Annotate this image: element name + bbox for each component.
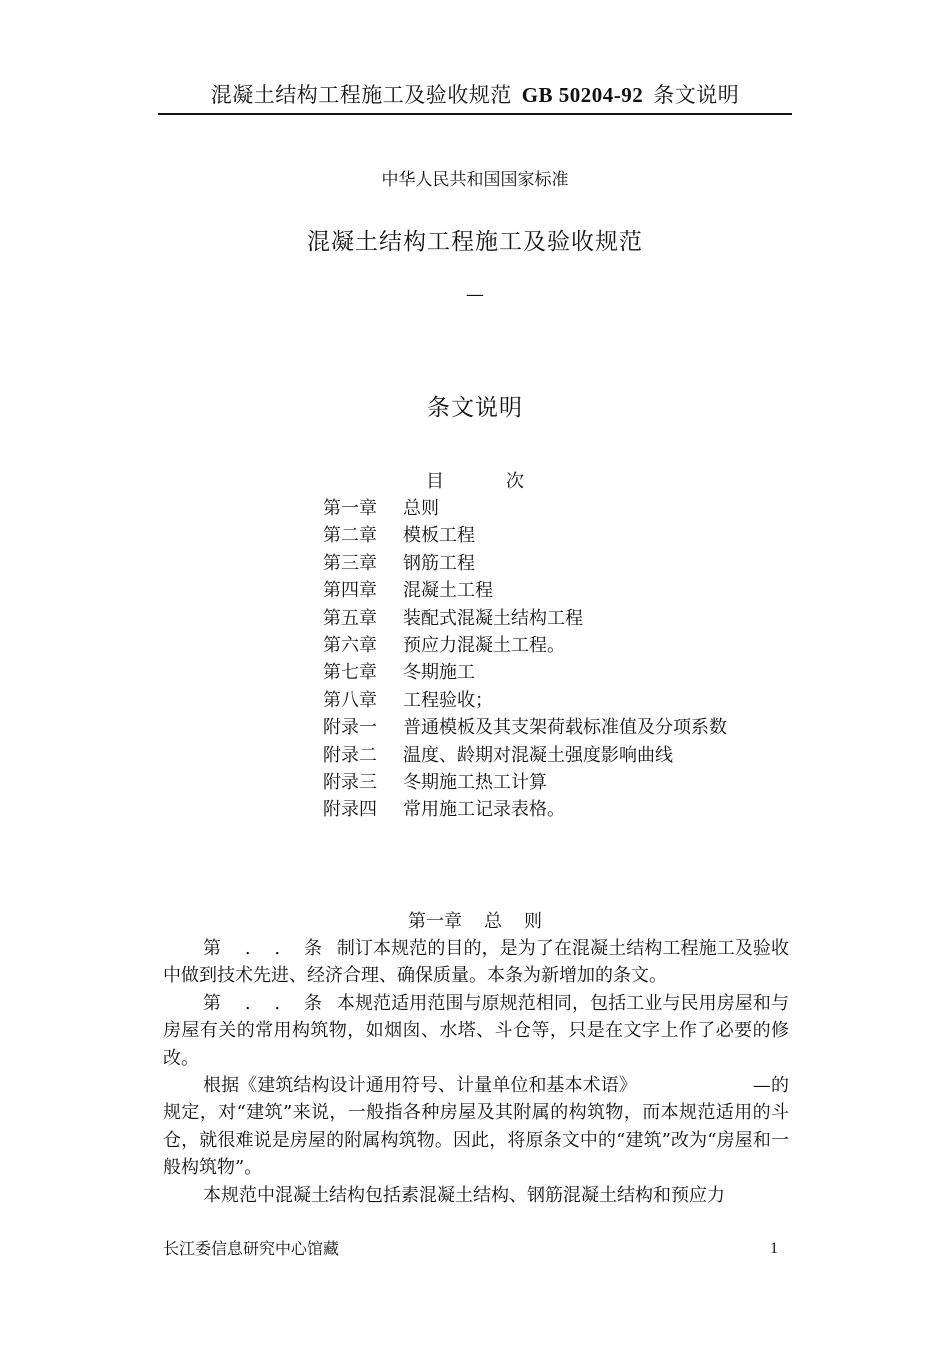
toc-item-number: 第二章	[323, 525, 377, 547]
chapter-heading-char-b: 则	[524, 911, 542, 932]
paragraph-text: 的规定，对“建筑”来说，一般指各种房屋及其附属的构筑物，而本规范适用的斗仓，就很难说是房屋的附属构筑物。因此，将原条文中的“建筑”改为“房屋和一般构筑物”。	[163, 1075, 790, 1179]
toc-item-number: 第六章	[323, 635, 377, 657]
toc-heading-right: 次	[506, 471, 524, 492]
toc-item	[323, 769, 727, 796]
paragraph	[163, 1182, 789, 1209]
header-title-prefix: 混凝土结构工程施工及验收规范	[210, 83, 512, 107]
article-number: 第 . . 条	[203, 992, 332, 1014]
toc-item-number: 第一章	[323, 498, 377, 519]
toc-item-number: 第五章	[323, 607, 377, 629]
toc-item-title: 常用施工记录表格。	[403, 799, 565, 821]
toc-item	[323, 687, 727, 714]
toc-item-title: 工程验收；	[403, 689, 493, 711]
toc-item	[323, 742, 727, 769]
toc-item-number: 附录二	[323, 744, 377, 766]
paragraph-text: 本规范适用范围与原规范相同，包括工业与民用房屋和与房屋有关的常用构筑物，如烟囱、水塔、斗仓等，只是在文字上作了必要的修改。	[163, 992, 789, 1069]
toc-item-title: 装配式混凝土结构工程	[403, 607, 583, 629]
toc-item	[323, 605, 727, 632]
toc-item	[323, 714, 727, 741]
toc-item-title: 预应力混凝土工程。	[403, 635, 565, 657]
chapter-heading-char-a: 总	[484, 911, 502, 932]
toc-item-number: 附录一	[323, 717, 377, 739]
chapter-heading	[0, 909, 950, 935]
paragraph	[163, 990, 789, 1072]
toc-item	[323, 522, 727, 549]
paragraph	[163, 1072, 789, 1182]
document-title: 混凝土结构工程施工及验收规范	[307, 229, 643, 255]
toc-item	[323, 796, 727, 823]
toc-item-number: 附录四	[323, 799, 377, 821]
toc-item-title: 模板工程	[403, 525, 475, 547]
running-header	[158, 78, 792, 112]
paragraph-text: 制订本规范的目的，是为了在混凝土结构工程施工及验收中做到技术先进、经济合理、确保质量。本条为新增加的条文。	[163, 938, 789, 987]
toc-item-number: 第七章	[323, 662, 377, 684]
article-number: 第 . . 条	[203, 938, 332, 959]
header-standard-code: GB 50204-92	[521, 83, 644, 107]
toc-item-title: 总则	[403, 498, 439, 519]
page-number: 1	[770, 1240, 778, 1257]
explanation-title: 条文说明	[427, 395, 523, 421]
national-standard-label: 中华人民共和国国家标准	[381, 170, 569, 190]
toc-item-number: 第四章	[323, 580, 377, 602]
chapter-heading-number: 第一章	[408, 911, 462, 932]
toc-item-title: 温度、龄期对混凝土强度影响曲线	[403, 744, 673, 766]
header-title-suffix: 条文说明	[653, 83, 740, 107]
header-divider	[158, 113, 792, 115]
toc-item-title: 混凝土工程	[403, 580, 493, 602]
toc-item-number: 第八章	[323, 689, 377, 711]
toc-item-title: 冬期施工热工计算	[403, 772, 547, 794]
footer-archive-label: 长江委信息研究中心馆藏	[163, 1239, 340, 1258]
paragraph-text: 根据《建筑结构设计通用符号、计量单位和基本术语》	[203, 1075, 637, 1097]
standard-number-dash: —	[752, 1075, 771, 1097]
paragraph	[163, 935, 789, 990]
toc-item	[323, 659, 727, 686]
toc-item-number: 第三章	[323, 552, 377, 574]
title-dash: —	[466, 284, 484, 305]
toc-heading	[426, 469, 524, 495]
toc-item	[323, 495, 727, 522]
table-of-contents	[323, 495, 727, 824]
toc-item-number: 附录三	[323, 772, 377, 794]
toc-item-title: 钢筋工程	[403, 552, 475, 574]
toc-item	[323, 577, 727, 604]
toc-item	[323, 550, 727, 577]
paragraph-text: 本规范中混凝土结构包括素混凝土结构、钢筋混凝土结构和预应力	[203, 1184, 725, 1206]
toc-item-title: 冬期施工	[403, 662, 475, 684]
chapter-body	[163, 935, 789, 1209]
toc-item	[323, 632, 727, 659]
toc-heading-left: 目	[426, 471, 444, 492]
toc-item-title: 普通模板及其支架荷载标准值及分项系数	[403, 717, 727, 739]
